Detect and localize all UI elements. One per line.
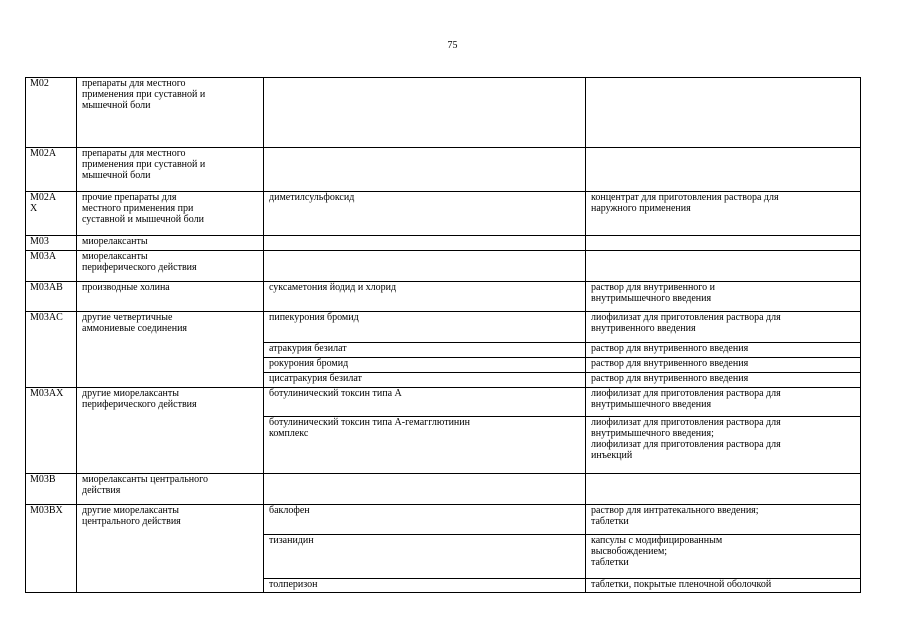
atc-code-cell [26, 282, 77, 312]
group-name-line: мышечной боли [82, 100, 151, 111]
atc-code-cell [26, 312, 77, 388]
drug-name-cell [264, 312, 586, 343]
atc-code-cell [26, 78, 77, 148]
group-name-line: препараты для местного [82, 148, 186, 159]
drug-name-cell [264, 343, 586, 358]
drug-name-cell [264, 78, 586, 148]
dosage-form-cell [586, 343, 861, 358]
drug-name-line: ботулинический токсин типа А-гемагглютинин [269, 417, 470, 428]
dosage-form-cell [586, 505, 861, 535]
atc-code-line: M03 [30, 236, 49, 247]
group-name-line: периферического действия [82, 262, 197, 273]
group-name-line: другие миорелаксанты [82, 505, 179, 516]
drug-name-cell [264, 373, 586, 388]
group-name-line: препараты для местного [82, 78, 186, 89]
group-name-line: другие миорелаксанты [82, 388, 179, 399]
drug-name-line: баклофен [269, 505, 310, 516]
table-row [26, 148, 861, 192]
dosage-form-cell [586, 388, 861, 417]
drug-name-line: пипекурония бромид [269, 312, 359, 323]
group-name-line: аммониевые соединения [82, 323, 188, 334]
dosage-form-cell [586, 373, 861, 388]
drug-name-cell [264, 505, 586, 535]
drug-name-line: тизанидин [269, 535, 314, 546]
group-name-line: прочие препараты для [82, 192, 177, 203]
atc-code-cell [26, 388, 77, 474]
table-row [26, 474, 861, 505]
atc-code-cell [26, 236, 77, 251]
dosage-form-line: внутримышечного введения; [591, 428, 714, 439]
drug-name-cell [264, 358, 586, 373]
anatomical-group-cell [77, 474, 264, 505]
drug-name-line: суксаметония йодид и хлорид [269, 282, 397, 293]
dosage-form-line: лиофилизат для приготовления раствора для [591, 388, 781, 399]
group-name-line: периферического действия [82, 399, 197, 410]
atc-code-line: M02A [30, 192, 57, 203]
group-name-line: миорелаксанты [82, 251, 148, 262]
dosage-form-line: наружного применения [591, 203, 691, 214]
dosage-form-cell [586, 312, 861, 343]
atc-code-line: M03AX [30, 388, 64, 399]
drug-name-cell [264, 236, 586, 251]
dosage-form-cell [586, 282, 861, 312]
dosage-form-cell [586, 579, 861, 593]
drug-classification-table [25, 77, 861, 593]
atc-code-line: M03BX [30, 505, 63, 516]
drug-name-cell [264, 282, 586, 312]
atc-code-line: M03AC [30, 312, 63, 323]
dosage-form-line: раствор для внутривенного введения [591, 373, 749, 384]
page-number: 75 [447, 40, 458, 51]
atc-code-line: X [30, 203, 38, 214]
dosage-form-line: лиофилизат для приготовления раствора для [591, 417, 781, 428]
anatomical-group-cell [77, 236, 264, 251]
anatomical-group-cell [77, 251, 264, 282]
dosage-form-line: внутривенного введения [591, 323, 696, 334]
dosage-form-cell [586, 417, 861, 474]
anatomical-group-cell [77, 78, 264, 148]
drug-name-line: ботулинический токсин типа А [269, 388, 402, 399]
table-row [26, 505, 861, 535]
dosage-form-cell [586, 78, 861, 148]
drug-name-line: комплекс [269, 428, 309, 439]
dosage-form-line: таблетки [591, 516, 629, 527]
drug-name-line: цисатракурия безилат [269, 373, 362, 384]
drug-name-cell [264, 251, 586, 282]
group-name-line: другие четвертичные [82, 312, 173, 323]
dosage-form-line: таблетки [591, 557, 629, 568]
atc-code-cell [26, 474, 77, 505]
atc-code-line: M02A [30, 148, 57, 159]
drug-name-line: диметилсульфоксид [269, 192, 355, 203]
drug-name-line: рокурония бромид [269, 358, 349, 369]
drug-name-cell [264, 474, 586, 505]
drug-name-cell [264, 148, 586, 192]
dosage-form-cell [586, 358, 861, 373]
dosage-form-cell [586, 535, 861, 579]
table-row [26, 192, 861, 236]
dosage-form-line: раствор для внутривенного введения [591, 358, 749, 369]
atc-code-cell [26, 251, 77, 282]
anatomical-group-cell [77, 388, 264, 474]
atc-code-line: M03AB [30, 282, 63, 293]
anatomical-group-cell [77, 505, 264, 593]
atc-code-cell [26, 505, 77, 593]
group-name-line: миорелаксанты центрального [82, 474, 209, 485]
dosage-form-line: раствор для внутривенного и [591, 282, 716, 293]
dosage-form-cell [586, 474, 861, 505]
dosage-form-line: капсулы с модифицированным [591, 535, 723, 546]
table-row [26, 312, 861, 343]
atc-code-line: M02 [30, 78, 49, 89]
group-name-line: суставной и мышечной боли [82, 214, 204, 225]
anatomical-group-cell [77, 148, 264, 192]
dosage-form-line: внутримышечного введения [591, 293, 712, 304]
drug-name-cell [264, 535, 586, 579]
group-name-line: применения при суставной и [82, 89, 206, 100]
dosage-form-cell [586, 236, 861, 251]
dosage-form-line: внутримышечного введения [591, 399, 712, 410]
atc-code-line: M03B [30, 474, 56, 485]
group-name-line: миорелаксанты [82, 236, 148, 247]
dosage-form-cell [586, 148, 861, 192]
group-name-line: действия [82, 485, 121, 496]
atc-code-cell [26, 192, 77, 236]
group-name-line: центрального действия [82, 516, 181, 527]
dosage-form-line: раствор для интратекального введения; [591, 505, 759, 516]
table-row [26, 388, 861, 417]
dosage-form-line: лиофилизат для приготовления раствора для [591, 312, 781, 323]
dosage-form-line: лиофилизат для приготовления раствора для [591, 439, 781, 450]
anatomical-group-cell [77, 312, 264, 388]
drug-name-cell [264, 388, 586, 417]
dosage-form-line: инъекций [591, 450, 633, 461]
anatomical-group-cell [77, 192, 264, 236]
dosage-form-cell [586, 251, 861, 282]
dosage-form-line: концентрат для приготовления раствора для [591, 192, 779, 203]
anatomical-group-cell [77, 282, 264, 312]
dosage-form-line: таблетки, покрытые пленочной оболочкой [591, 579, 772, 590]
dosage-form-line: раствор для внутривенного введения [591, 343, 749, 354]
drug-name-cell [264, 579, 586, 593]
dosage-form-line: высвобождением; [591, 546, 668, 557]
table-row [26, 78, 861, 148]
drug-name-line: толперизон [269, 579, 318, 590]
drug-name-line: атракурия безилат [269, 343, 347, 354]
table-row [26, 236, 861, 251]
group-name-line: местного применения при [82, 203, 194, 214]
dosage-form-cell [586, 192, 861, 236]
group-name-line: мышечной боли [82, 170, 151, 181]
drug-name-cell [264, 417, 586, 474]
group-name-line: применения при суставной и [82, 159, 206, 170]
table-row [26, 251, 861, 282]
table-row [26, 282, 861, 312]
group-name-line: производные холина [82, 282, 170, 293]
atc-code-cell [26, 148, 77, 192]
drug-name-cell [264, 192, 586, 236]
atc-code-line: M03A [30, 251, 57, 262]
